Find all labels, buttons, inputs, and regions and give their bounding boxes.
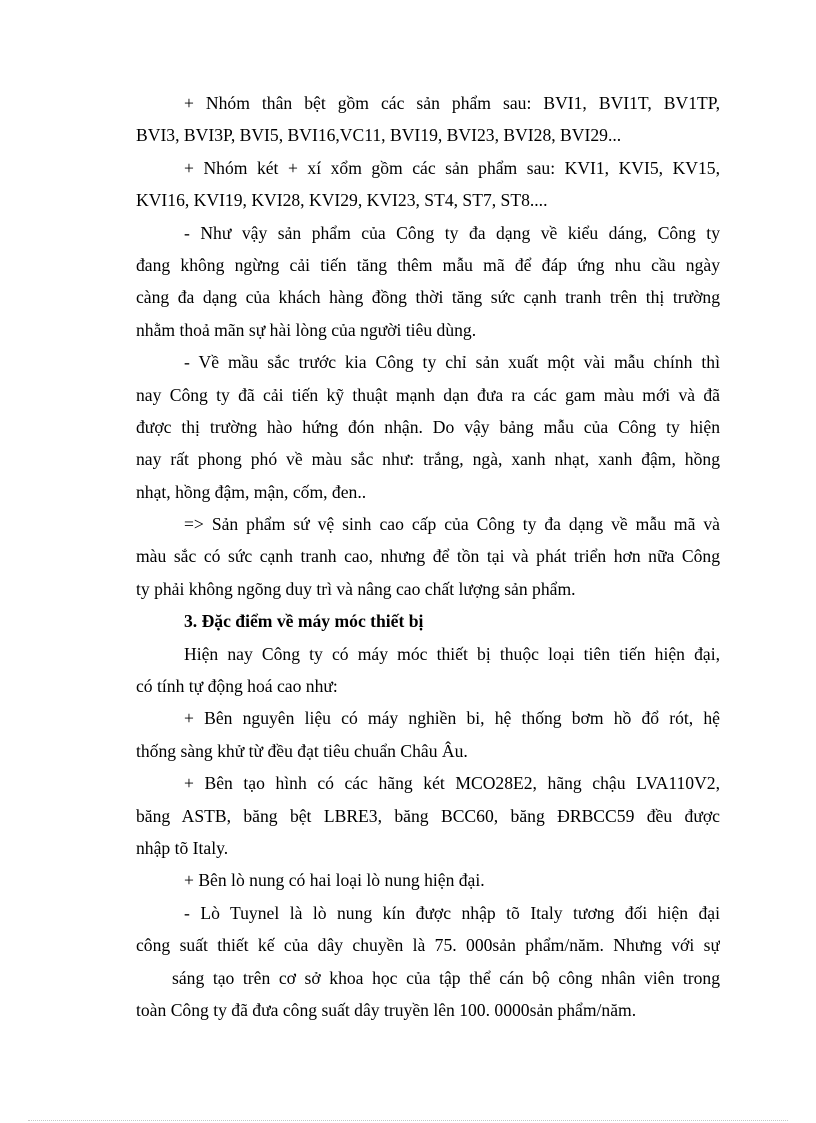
text-line: ty phải không ngõng duy trì và nâng cao chất lượng sản phẩm. [136,578,576,599]
text-line: càng đa dạng của khách hàng đồng thời tăng sức cạnh tranh trên thị trường [136,287,720,308]
paragraph-tunnel-kiln [136,897,720,1027]
text-line: có tính tự động hoá cao như: [136,676,338,697]
paragraph-cistern-group [136,152,720,217]
paragraph-colors [136,346,720,508]
text-line: + Nhóm két + xí xổm gồm các sản phẩm sau: KVI1, KVI5, KV15, [184,157,720,178]
text-line: công suất thiết kế của dây chuyền là 75. 000sản phẩm/năm. Nhưng với sự [136,935,720,956]
text-line: KVI16, KVI19, KVI28, KVI29, KVI23, ST4, ST7, ST8.... [136,190,548,211]
page-footer-divider [28,1120,788,1121]
text-line: Hiện nay Công ty có máy móc thiết bị thuộc loại tiên tiến hiện đại, [184,643,720,664]
text-line: thống sàng khử từ đều đạt tiêu chuẩn Châu Âu. [136,740,468,761]
paragraph-conclusion [136,508,720,605]
text-line: nhạt, hồng đậm, mận, cốm, đen.. [136,481,367,502]
paragraph-kiln [136,864,720,896]
text-line: nay Công ty đã cải tiến kỹ thuật mạnh dạn đưa ra các gam màu mới và đã [136,384,720,405]
text-line: nhằm thoả mãn sự hài lòng của người tiêu dùng. [136,319,477,340]
text-line: BVI3, BVI3P, BVI5, BVI16,VC11, BVI19, BVI23, BVI28, BVI29... [136,125,622,146]
text-line: + Bên nguyên liệu có máy nghiền bi, hệ thống bơm hồ đổ rót, hệ [184,708,720,729]
text-line: đang không ngừng cải tiến tăng thêm mẫu mã để đáp ứng nhu cầu ngày [136,254,720,275]
text-line: - Về mầu sắc trước kia Công ty chỉ sản xuất một vài mẫu chính thì [184,352,720,373]
text-line: được thị trường hào hứng đón nhận. Do vậy bảng mẫu của Công ty hiện [136,416,720,437]
text-line: nay rất phong phó về màu sắc như: trắng, ngà, xanh nhạt, xanh đậm, hồng [136,449,720,470]
text-line: màu sắc có sức cạnh tranh cao, nhưng để tồn tại và phát triển hơn nữa Công [136,546,720,567]
text-line: băng ASTB, băng bệt LBRE3, băng BCC60, băng ĐRBCC59 đều được [136,805,720,826]
paragraph-toilet-group [136,87,720,152]
section-heading [136,605,720,637]
text-line: - Như vậy sản phẩm của Công ty đa dạng về kiểu dáng, Công ty [184,222,720,243]
text-line: sáng tạo trên cơ sở khoa học của tập thể cán bộ công nhân viên trong [172,967,720,988]
paragraph-equipment-intro [136,638,720,703]
text-line: + Bên lò nung có hai loại lò nung hiện đại. [184,870,485,891]
section-heading-text: 3. Đặc điểm về máy móc thiết bị [184,611,424,632]
text-line: + Nhóm thân bệt gồm các sản phẩm sau: BVI1, BVI1T, BV1TP, [184,93,720,113]
document-page [136,87,720,1026]
paragraph-raw-materials [136,702,720,767]
text-line: => Sản phẩm sứ vệ sinh cao cấp của Công ty đa dạng về mẫu mã và [184,514,720,535]
text-line: nhập tõ Italy. [136,837,229,858]
text-line: + Bên tạo hình có các hãng két MCO28E2, hãng chậu LVA110V2, [184,773,720,794]
text-line: - Lò Tuynel là lò nung kín được nhập tõ Italy tương đối hiện đại [184,902,720,923]
text-line: toàn Công ty đã đưa công suất dây truyền lên 100. 0000sản phẩm/năm. [136,999,637,1020]
paragraph-forming [136,767,720,864]
paragraph-product-variety [136,217,720,347]
